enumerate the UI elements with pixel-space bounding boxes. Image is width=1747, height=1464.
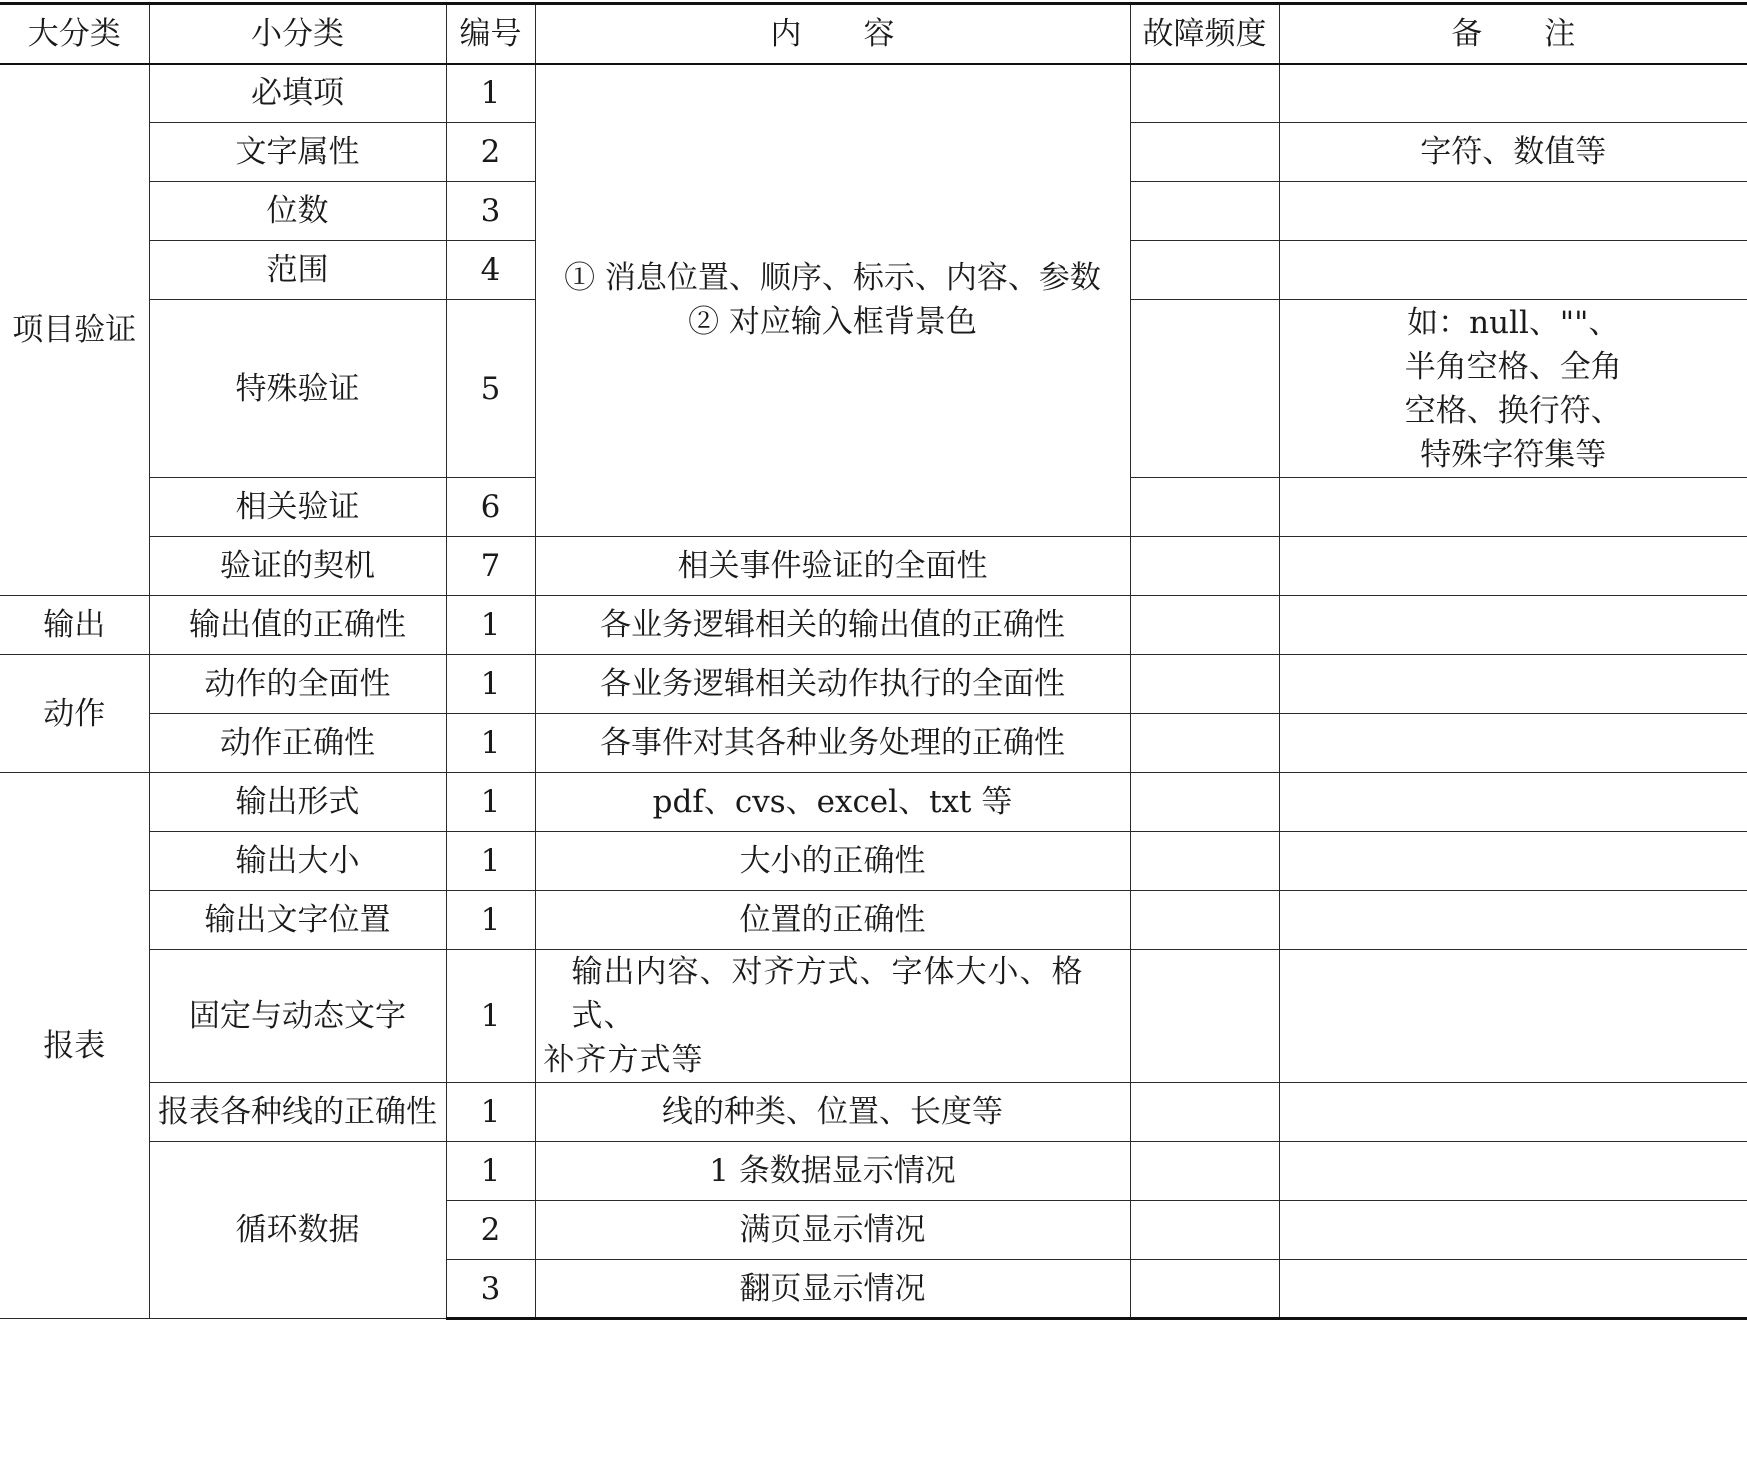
content-cell: 翻页显示情况 <box>535 1260 1130 1319</box>
number-cell: 1 <box>446 714 535 773</box>
header-fault-frequency: 故障频度 <box>1130 4 1279 64</box>
fault-frequency-cell <box>1130 773 1279 832</box>
subcategory-cell: 输出文字位置 <box>149 891 446 950</box>
content-line: ① 消息位置、顺序、标示、内容、参数 <box>564 260 1101 297</box>
subcategory-cell: 范围 <box>149 241 446 300</box>
number-cell: 7 <box>446 537 535 596</box>
number-cell: 1 <box>446 891 535 950</box>
category-action: 动作 <box>0 655 149 773</box>
fault-frequency-cell <box>1130 241 1279 300</box>
content-cell: pdf、cvs、excel、txt 等 <box>535 773 1130 832</box>
table-row <box>0 537 1747 596</box>
content-cell: 满页显示情况 <box>535 1201 1130 1260</box>
number-cell: 1 <box>446 950 535 1083</box>
subcategory-cell: 动作的全面性 <box>149 655 446 714</box>
remark-cell <box>1279 773 1747 832</box>
category-output: 输出 <box>0 596 149 655</box>
table-row <box>0 1083 1747 1142</box>
subcategory-cell: 报表各种线的正确性 <box>149 1083 446 1142</box>
header-subcategory: 小分类 <box>149 4 446 64</box>
content-cell <box>535 950 1130 1083</box>
content-cell: 大小的正确性 <box>535 832 1130 891</box>
content-cell: 位置的正确性 <box>535 891 1130 950</box>
subcategory-loop-data: 循环数据 <box>149 1142 446 1319</box>
remark-cell <box>1279 950 1747 1083</box>
number-cell: 5 <box>446 300 535 478</box>
remark-line: 如：null、""、 <box>1407 304 1620 341</box>
subcategory-cell: 输出大小 <box>149 832 446 891</box>
content-line: ② 对应输入框背景色 <box>688 304 977 341</box>
table-row <box>0 655 1747 714</box>
number-cell: 1 <box>446 655 535 714</box>
number-cell: 3 <box>446 1260 535 1319</box>
remark-cell <box>1279 241 1747 300</box>
fault-frequency-cell <box>1130 950 1279 1083</box>
table-row <box>0 773 1747 832</box>
subcategory-cell: 文字属性 <box>149 123 446 182</box>
fault-frequency-cell <box>1130 891 1279 950</box>
fault-frequency-cell <box>1130 182 1279 241</box>
table-row <box>0 891 1747 950</box>
content-cell: 线的种类、位置、长度等 <box>535 1083 1130 1142</box>
remark-line: 特殊字符集等 <box>1420 436 1607 473</box>
number-cell: 1 <box>446 1142 535 1201</box>
table-row <box>0 832 1747 891</box>
test-item-table <box>0 2 1747 1320</box>
remark-line: 半角空格、全角 <box>1404 348 1622 385</box>
remark-cell <box>1279 596 1747 655</box>
header-number: 编号 <box>446 4 535 64</box>
content-line: 输出内容、对齐方式、字体大小、格式、 <box>571 954 1084 1034</box>
header-category: 大分类 <box>0 4 149 64</box>
header-row <box>0 4 1747 64</box>
table-row <box>0 714 1747 773</box>
fault-frequency-cell <box>1130 300 1279 478</box>
merged-content-cell <box>535 64 1130 537</box>
number-cell: 1 <box>446 64 535 123</box>
remark-cell <box>1279 714 1747 773</box>
subcategory-cell: 相关验证 <box>149 478 446 537</box>
number-cell: 3 <box>446 182 535 241</box>
number-cell: 2 <box>446 1201 535 1260</box>
number-cell: 1 <box>446 596 535 655</box>
content-cell: 各业务逻辑相关的输出值的正确性 <box>535 596 1130 655</box>
special-remark-cell <box>1279 300 1747 478</box>
content-cell: 相关事件验证的全面性 <box>535 537 1130 596</box>
remark-cell <box>1279 1260 1747 1319</box>
table-row <box>0 64 1747 123</box>
number-cell: 1 <box>446 773 535 832</box>
fault-frequency-cell <box>1130 714 1279 773</box>
remark-cell <box>1279 832 1747 891</box>
content-cell: 1 条数据显示情况 <box>535 1142 1130 1201</box>
remark-cell <box>1279 64 1747 123</box>
fault-frequency-cell <box>1130 123 1279 182</box>
remark-cell <box>1279 537 1747 596</box>
remark-cell <box>1279 1201 1747 1260</box>
fault-frequency-cell <box>1130 655 1279 714</box>
header-content: 内 容 <box>535 4 1130 64</box>
number-cell: 2 <box>446 123 535 182</box>
content-cell: 各业务逻辑相关动作执行的全面性 <box>535 655 1130 714</box>
fault-frequency-cell <box>1130 478 1279 537</box>
subcategory-cell: 验证的契机 <box>149 537 446 596</box>
fault-frequency-cell <box>1130 1083 1279 1142</box>
number-cell: 1 <box>446 832 535 891</box>
fault-frequency-cell <box>1130 64 1279 123</box>
subcategory-cell: 位数 <box>149 182 446 241</box>
table-row <box>0 596 1747 655</box>
subcategory-cell: 特殊验证 <box>149 300 446 478</box>
header-remarks: 备 注 <box>1279 4 1747 64</box>
subcategory-cell: 输出值的正确性 <box>149 596 446 655</box>
fault-frequency-cell <box>1130 596 1279 655</box>
number-cell: 1 <box>446 1083 535 1142</box>
remark-cell <box>1279 891 1747 950</box>
remark-cell <box>1279 1083 1747 1142</box>
remark-cell <box>1279 1142 1747 1201</box>
fault-frequency-cell <box>1130 1201 1279 1260</box>
remark-cell <box>1279 478 1747 537</box>
table-row <box>0 1142 1747 1201</box>
content-cell: 各事件对其各种业务处理的正确性 <box>535 714 1130 773</box>
fault-frequency-cell <box>1130 537 1279 596</box>
fault-frequency-cell <box>1130 1260 1279 1319</box>
subcategory-cell: 输出形式 <box>149 773 446 832</box>
remark-cell: 字符、数值等 <box>1279 123 1747 182</box>
content-line: 补齐方式等 <box>543 1042 704 1078</box>
subcategory-cell: 必填项 <box>149 64 446 123</box>
category-item-validation: 项目验证 <box>0 64 149 596</box>
subcategory-cell: 固定与动态文字 <box>149 950 446 1083</box>
remark-cell <box>1279 182 1747 241</box>
number-cell: 6 <box>446 478 535 537</box>
fault-frequency-cell <box>1130 832 1279 891</box>
number-cell: 4 <box>446 241 535 300</box>
remark-line: 空格、换行符、 <box>1404 392 1622 429</box>
subcategory-cell: 动作正确性 <box>149 714 446 773</box>
remark-cell <box>1279 655 1747 714</box>
fault-frequency-cell <box>1130 1142 1279 1201</box>
table-row <box>0 950 1747 1083</box>
category-report: 报表 <box>0 773 149 1319</box>
